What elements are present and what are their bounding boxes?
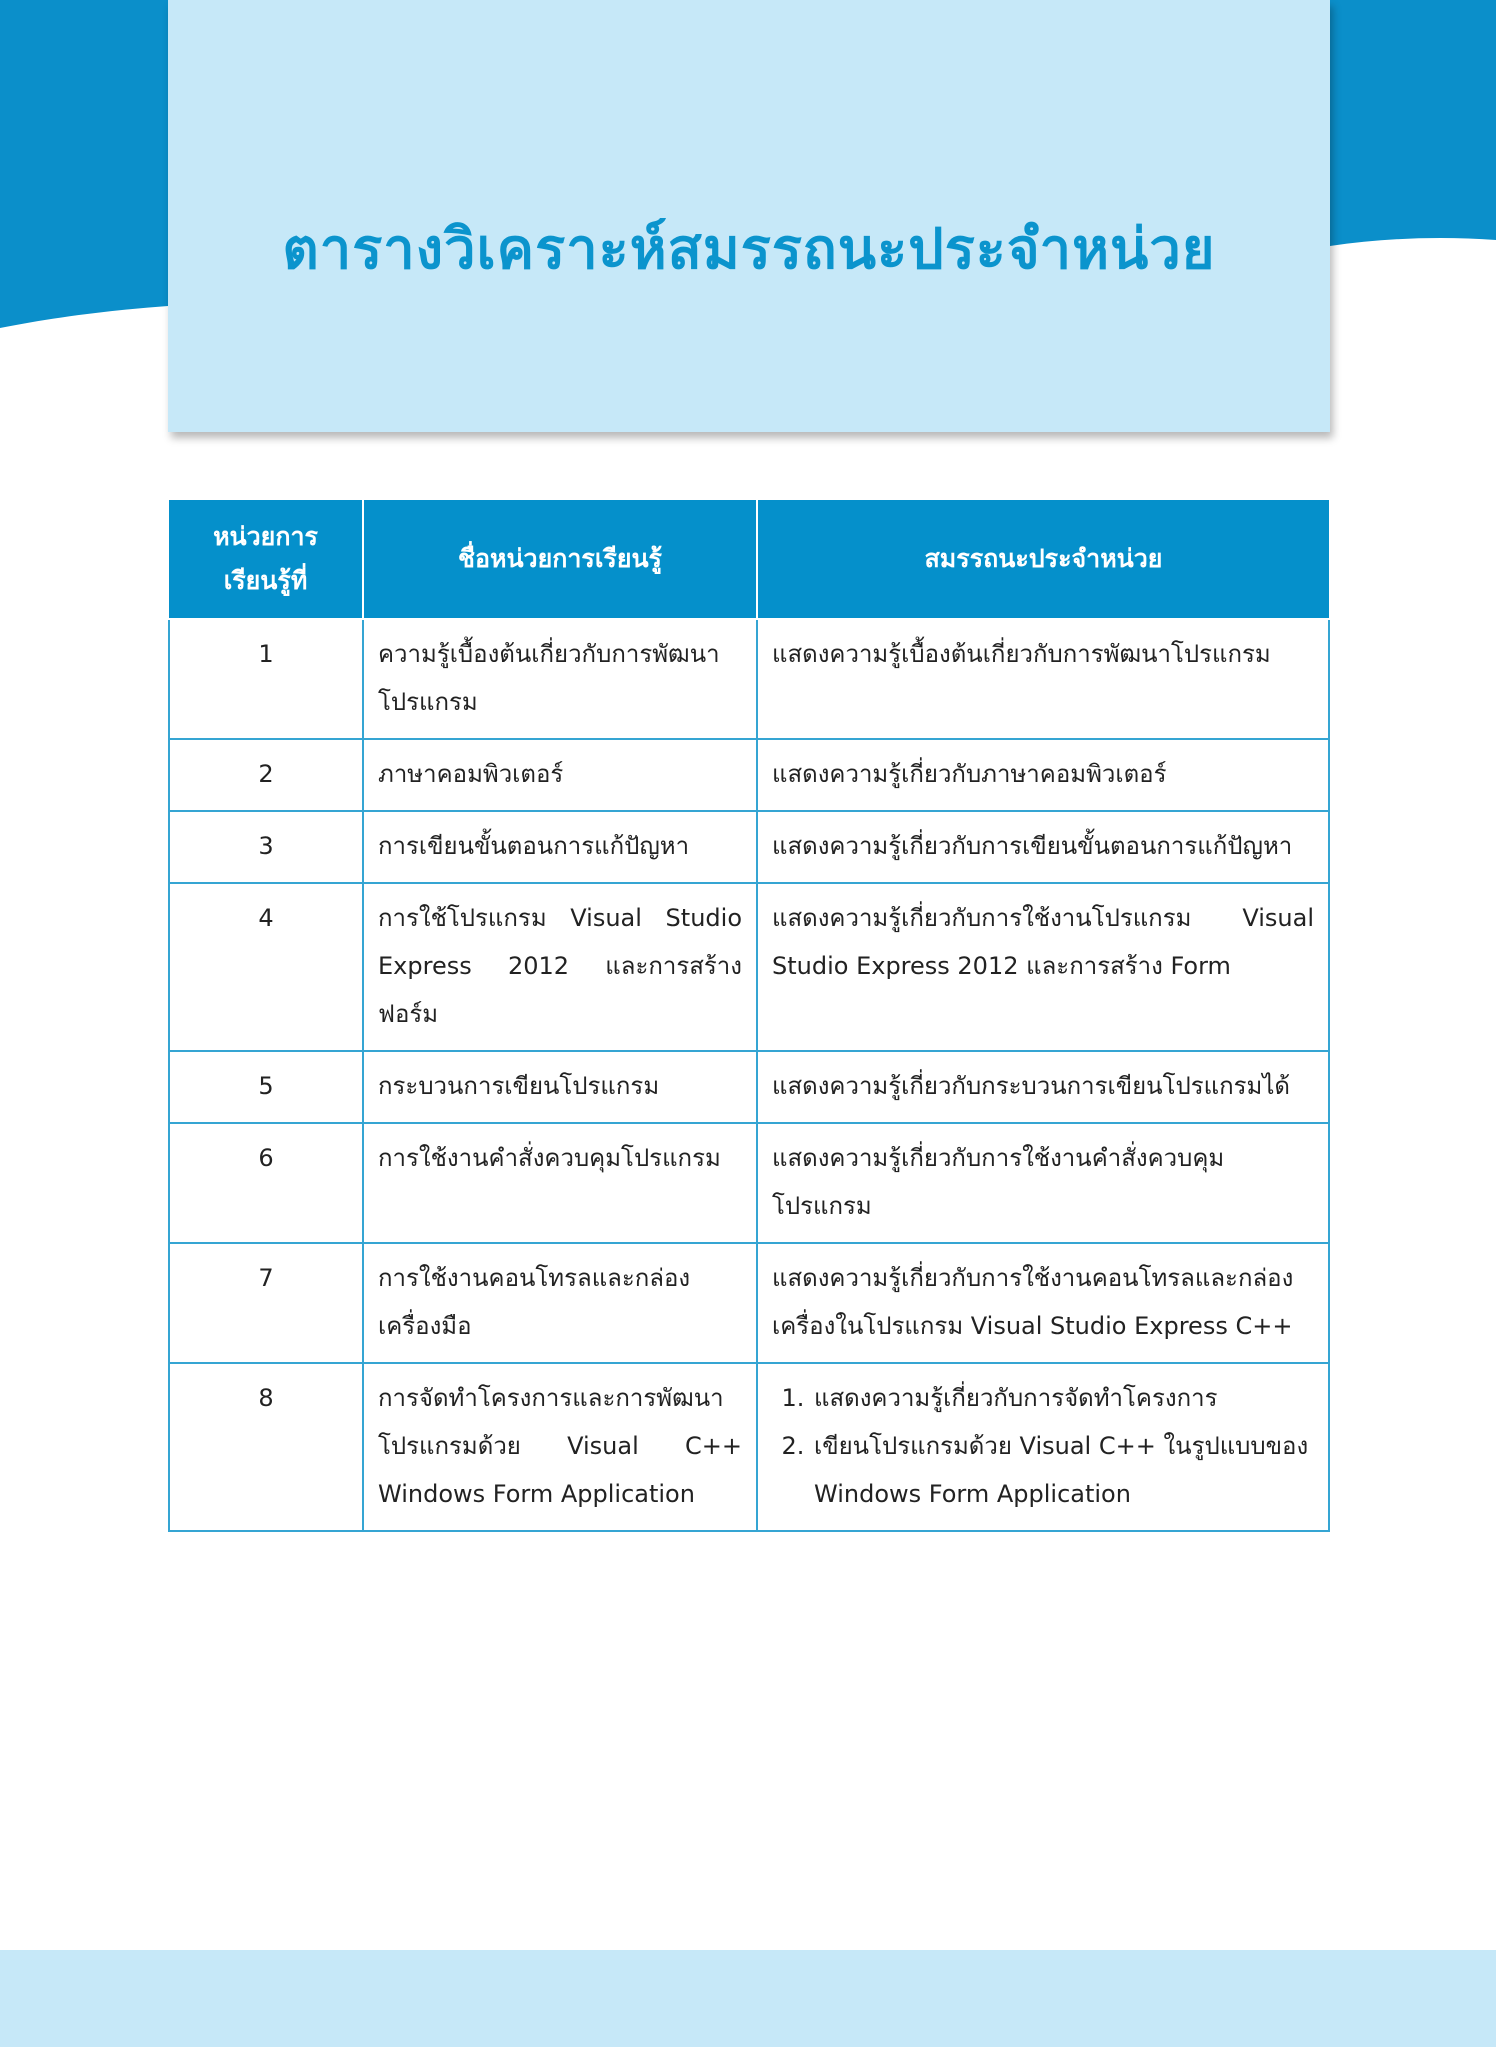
table-row: [169, 1123, 1329, 1243]
competency-cell: แสดงความรู้เกี่ยวกับการใช้งานโปรแกรม Visual Studio Express 2012 และการสร้าง Form: [757, 883, 1329, 1051]
table-row: [169, 811, 1329, 883]
competency-cell: แสดงความรู้เกี่ยวกับการเขียนขั้นตอนการแก้ปัญหา: [757, 811, 1329, 883]
unit-number-cell: 3: [169, 811, 363, 883]
unit-name-cell: ความรู้เบื้องต้นเกี่ยวกับการพัฒนาโปรแกรม: [363, 619, 757, 739]
table-row: [169, 1243, 1329, 1363]
header-competency: สมรรถนะประจำหน่วย: [757, 500, 1329, 619]
table-row: [169, 1363, 1329, 1531]
unit-number-cell: 2: [169, 739, 363, 811]
unit-name-cell: การใช้งานคอนโทรลและกล่องเครื่องมือ: [363, 1243, 757, 1363]
table-row: [169, 619, 1329, 739]
table-row: [169, 1051, 1329, 1123]
competency-list-item: 1. แสดงความรู้เกี่ยวกับการจัดทำโครงการ: [812, 1374, 1314, 1422]
header-unit-line1: หน่วยการ: [213, 522, 318, 551]
page-title: ตารางวิเคราะห์สมรรถนะประจำหน่วย: [282, 216, 1216, 282]
unit-name-cell: การใช้โปรแกรม Visual Studio Express 2012 และการสร้างฟอร์ม: [363, 883, 757, 1051]
title-panel: [168, 0, 1330, 432]
competency-cell: แสดงความรู้เกี่ยวกับกระบวนการเขียนโปรแกรมได้: [757, 1051, 1329, 1123]
unit-number-cell: 8: [169, 1363, 363, 1531]
competency-table: [168, 500, 1330, 1532]
unit-name-cell: กระบวนการเขียนโปรแกรม: [363, 1051, 757, 1123]
competency-table-container: [168, 500, 1328, 1532]
unit-number-cell: 4: [169, 883, 363, 1051]
competency-cell: [757, 1363, 1329, 1531]
unit-number-cell: 6: [169, 1123, 363, 1243]
footer-band: [0, 1950, 1496, 2047]
unit-number-cell: 1: [169, 619, 363, 739]
unit-number-cell: 5: [169, 1051, 363, 1123]
table-row: [169, 883, 1329, 1051]
unit-number-cell: 7: [169, 1243, 363, 1363]
header-unit-number: [169, 500, 363, 619]
competency-cell: แสดงความรู้เกี่ยวกับภาษาคอมพิวเตอร์: [757, 739, 1329, 811]
competency-list: [772, 1374, 1314, 1518]
table-header-row: [169, 500, 1329, 619]
competency-list-item: 2. เขียนโปรแกรมด้วย Visual C++ ในรูปแบบของ Windows Form Application: [812, 1422, 1314, 1518]
competency-cell: แสดงความรู้เกี่ยวกับการใช้งานคำสั่งควบคุมโปรแกรม: [757, 1123, 1329, 1243]
unit-name-cell: ภาษาคอมพิวเตอร์: [363, 739, 757, 811]
unit-name-cell: การเขียนขั้นตอนการแก้ปัญหา: [363, 811, 757, 883]
unit-name-cell: การใช้งานคำสั่งควบคุมโปรแกรม: [363, 1123, 757, 1243]
table-row: [169, 739, 1329, 811]
header-unit-line2: เรียนรู้ที่: [223, 566, 308, 595]
competency-cell: แสดงความรู้เบื้องต้นเกี่ยวกับการพัฒนาโปรแกรม: [757, 619, 1329, 739]
competency-cell: แสดงความรู้เกี่ยวกับการใช้งานคอนโทรลและกล่องเครื่องในโปรแกรม Visual Studio Express C++: [757, 1243, 1329, 1363]
header-unit-name: ชื่อหน่วยการเรียนรู้: [363, 500, 757, 619]
unit-name-cell: การจัดทำโครงการและการพัฒนาโปรแกรมด้วย Visual C++ Windows Form Application: [363, 1363, 757, 1531]
